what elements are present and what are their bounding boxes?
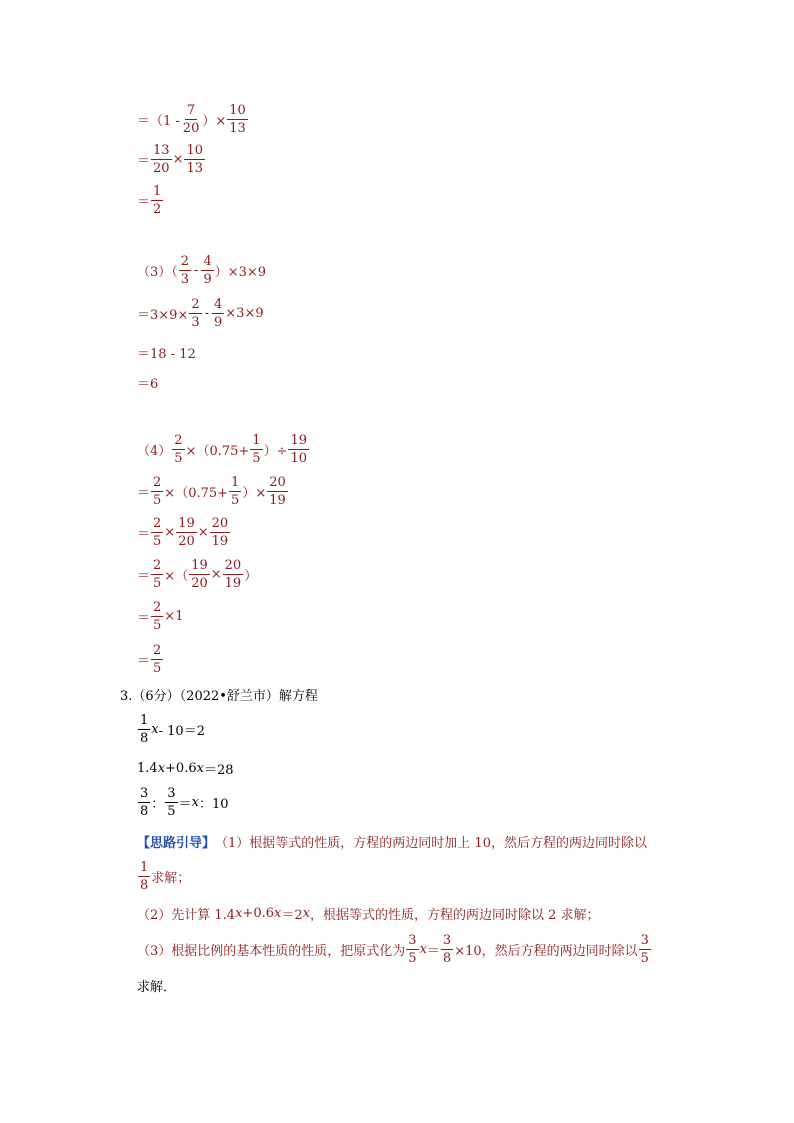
- hint-tag: 【思路引导】: [137, 835, 216, 851]
- variable: x: [419, 941, 427, 957]
- text: ×（: [164, 568, 189, 584]
- variable: x: [274, 905, 282, 921]
- text: 求解．: [137, 979, 177, 995]
- text: ×10，然后方程的两边同时除以: [454, 943, 638, 959]
- fraction: $\frac{2}{5}$: [153, 557, 162, 591]
- work2-line3: [137, 183, 164, 217]
- variable: x: [191, 794, 199, 810]
- variable: x: [157, 760, 166, 776]
- fraction: $\frac{3}{5}$: [408, 932, 417, 966]
- minus-sign: -: [204, 305, 210, 321]
- text: ＝（1 -: [137, 113, 180, 129]
- text: ＝: [178, 796, 192, 812]
- fraction: $\frac{4}{9}$: [203, 253, 212, 287]
- work4-line2: [137, 474, 289, 508]
- text: （4）: [137, 443, 172, 459]
- variable: x: [151, 721, 159, 737]
- work4-line5: [137, 599, 183, 633]
- hint-line-3: [137, 896, 600, 930]
- work2-line2: [137, 142, 206, 176]
- text: ，根据等式的性质，方程的两边同时除以 2 求解；: [309, 907, 600, 923]
- equation-2: [137, 751, 234, 785]
- fraction: $\frac{2}{5}$: [153, 599, 162, 633]
- text: ＝6: [137, 376, 159, 392]
- text: ＝3×9×: [137, 307, 189, 323]
- text: ×: [172, 151, 184, 167]
- fraction: $\frac{19}{20}$: [178, 515, 195, 549]
- work3-line1: [137, 253, 266, 287]
- work4-line3: [137, 515, 231, 549]
- text: （2）先计算 1.4: [137, 907, 236, 923]
- text: +0.6: [165, 760, 197, 776]
- fraction: $\frac{2}{5}$: [153, 474, 162, 508]
- equation-1: [137, 712, 205, 746]
- text: ）: [244, 568, 258, 584]
- fraction: $\frac{2}{5}$: [153, 642, 162, 676]
- fraction: $\frac{1}{5}$: [231, 474, 240, 508]
- text: ×: [210, 566, 222, 582]
- variable: x: [196, 760, 204, 776]
- fraction: $\frac{19}{10}$: [290, 432, 308, 466]
- work4-line1: [137, 432, 310, 466]
- text: ＝28: [203, 762, 234, 778]
- variable: x: [302, 905, 310, 921]
- text: +0.6: [242, 905, 274, 921]
- hint-line-4: [137, 932, 652, 966]
- text: ）÷: [263, 443, 288, 459]
- text: ＝: [137, 610, 151, 626]
- problem-heading: [120, 677, 318, 711]
- fraction: $\frac{3}{5}$: [640, 932, 649, 966]
- hint-line-2: [137, 859, 190, 893]
- fraction: $\frac{1}{2}$: [153, 183, 162, 217]
- hint-line-1: [137, 824, 647, 858]
- variable: x: [235, 905, 243, 921]
- fraction: $\frac{13}{20}$: [153, 142, 170, 176]
- work3-line2: [137, 296, 264, 330]
- text: ：10: [198, 796, 229, 812]
- fraction: $\frac{19}{20}$: [191, 557, 208, 591]
- work3-line4: [137, 365, 158, 399]
- text: ＝: [137, 653, 151, 669]
- text: ）×3×9: [214, 264, 267, 280]
- fraction: $\frac{3}{5}$: [167, 785, 176, 819]
- text: ＝: [137, 153, 151, 169]
- text: ＝: [137, 526, 151, 542]
- text: （3）根据比例的基本性质的性质，把原式化为: [137, 943, 406, 959]
- text: ×3×9: [225, 305, 264, 321]
- fraction: $\frac{10}{13}$: [229, 102, 246, 136]
- fraction: $\frac{2}{3}$: [191, 296, 200, 330]
- text: ）×: [202, 113, 227, 129]
- fraction: $\frac{2}{5}$: [153, 515, 162, 549]
- fraction: $\frac{2}{3}$: [180, 253, 190, 287]
- text: ×: [197, 524, 209, 540]
- fraction: $\frac{1}{8}$: [140, 859, 149, 893]
- text: ：: [151, 796, 165, 812]
- text: 3.（6分）（2022•舒兰市）解方程: [120, 688, 318, 704]
- fraction: $\frac{20}{19}$: [211, 515, 229, 549]
- text: ＝2: [281, 907, 303, 923]
- fraction: $\frac{1}{5}$: [252, 432, 261, 466]
- fraction: $\frac{2}{5}$: [174, 432, 183, 466]
- text: ×1: [164, 608, 184, 624]
- hint-line-5: [137, 968, 176, 1002]
- text: ×（0.75+: [164, 485, 229, 501]
- work3-line3: [137, 335, 196, 369]
- text: ×（0.75+: [185, 443, 250, 459]
- fraction: $\frac{3}{8}$: [442, 932, 452, 966]
- fraction: $\frac{4}{9}$: [214, 296, 223, 330]
- fraction: $\frac{1}{8}$: [140, 712, 149, 746]
- text: （3）（: [137, 264, 178, 280]
- text: ）×: [242, 485, 267, 501]
- work4-line4: [137, 557, 257, 591]
- text: 1.4: [137, 760, 158, 776]
- fraction: $\frac{3}{8}$: [140, 785, 149, 819]
- work2-line1: [137, 102, 249, 136]
- text: 求解；: [151, 870, 191, 886]
- text: ＝18 - 12: [137, 346, 196, 362]
- fraction: $\frac{10}{13}$: [186, 142, 204, 176]
- text: ＝: [137, 194, 151, 210]
- text: （1）根据等式的性质，方程的两边同时加上 10，然后方程的两边同时除以: [215, 835, 647, 851]
- minus-sign: -: [194, 262, 199, 278]
- text: ×: [164, 524, 176, 540]
- text: - 10＝2: [158, 723, 205, 739]
- text: ＝: [426, 943, 440, 959]
- fraction: $\frac{20}{19}$: [224, 557, 242, 591]
- fraction: $\frac{20}{19}$: [269, 474, 286, 508]
- equation-3: [137, 785, 228, 819]
- text: ＝: [137, 568, 151, 584]
- work4-line6: [137, 642, 164, 676]
- text: ＝: [137, 485, 151, 501]
- fraction: $\frac{7}{20}$: [182, 102, 200, 136]
